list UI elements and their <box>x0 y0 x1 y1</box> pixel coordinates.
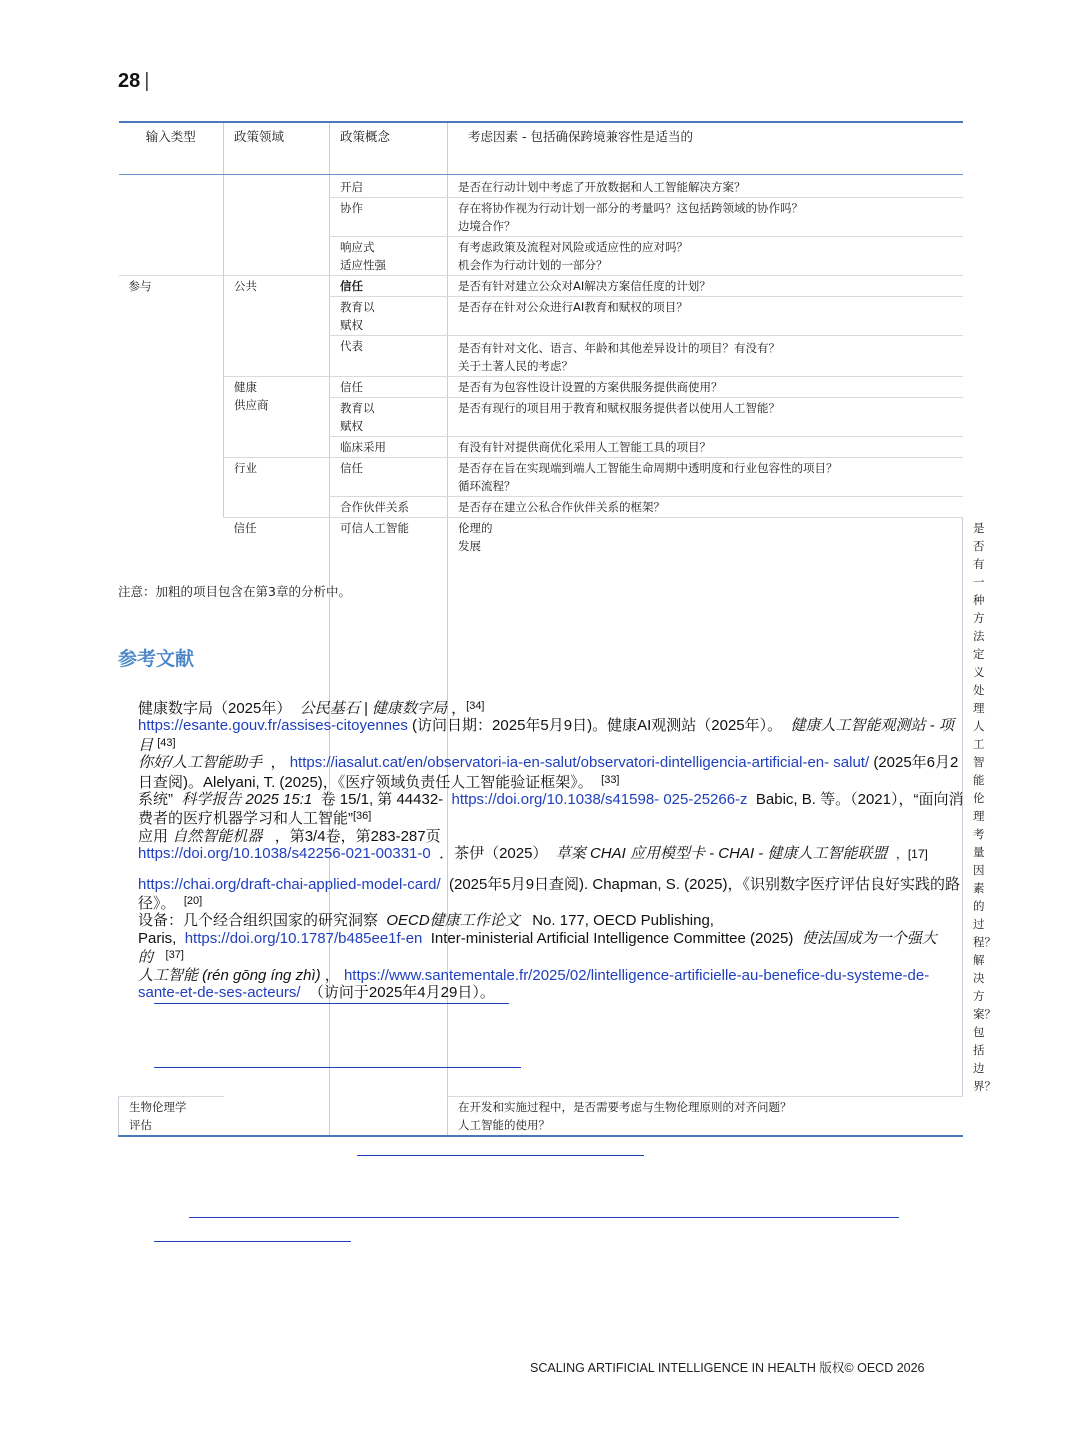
cell-concept: 合作伙伴关系 <box>330 497 448 518</box>
cell-concept: 信任 <box>330 377 448 398</box>
reference-entry <box>138 967 968 1002</box>
table-row: 信任 可信人工智能 伦理的 发展 是否有一种方法定义处理人工智能伦理考量因素的过程？ 解决方案？包括边界？ <box>119 518 963 1097</box>
link-underline <box>154 1241 351 1242</box>
citation-marker: [20] <box>183 895 203 908</box>
table-note: 注意：加粗的项目包含在第3章的分析中。 <box>118 584 351 599</box>
cell-area: 可信人工智能 <box>330 518 448 1136</box>
reference-entry <box>138 717 968 754</box>
ref-title: 人工智能 (rén gōng íng zhì) <box>138 966 321 984</box>
ref-journal: 科学报告 2025 15:1 <box>181 791 313 809</box>
header-input-type: 输入类型 <box>119 122 224 175</box>
page-number-separator: | <box>144 70 150 92</box>
reference-entry <box>138 791 968 828</box>
table-row <box>119 377 963 398</box>
cell-consideration: 有没有针对提供商优化采用人工智能工具的项目？ <box>448 437 963 458</box>
cell-consideration: 是否有针对文化、语言、年龄和其他差异设计的项目？有没有？ 关于土著人民的考虑？ <box>448 336 963 377</box>
link-underline <box>357 1155 644 1156</box>
cell-concept: 临床采用 <box>330 437 448 458</box>
cell-concept: 教育以 赋权 <box>330 398 448 437</box>
cell-consideration: 是否存在建立公私合作伙伴关系的框架？ <box>448 497 963 518</box>
table-row <box>119 458 963 497</box>
references-heading: 参考文献 <box>118 648 195 670</box>
ref-text: 卷 15/1, 第 44432- <box>320 791 444 809</box>
ref-title: 草案 CHAI 应用模型卡 - CHAI - 健康人工智能联盟 <box>555 845 888 863</box>
reference-entry <box>138 698 968 717</box>
cell-concept: 响应式 适应性强 <box>330 237 448 276</box>
cell-consideration: 是否存在针对公众进行AI教育和赋权的项目？ <box>448 297 963 336</box>
reference-link[interactable]: https://iasalut.cat/en/observatori-ia-en-salut/observatori-dintelligencia-artificial-en- salut/ <box>289 754 870 772</box>
ref-text: No. 177, OECD Publishing, Paris, <box>138 912 714 947</box>
citation-marker: [36] <box>353 810 372 823</box>
link-underline <box>154 1067 521 1068</box>
page-number: 28 | <box>118 70 150 92</box>
ref-text: (访问日期：2025年5月9日)。健康AI观测站（2025年）。 <box>412 717 783 735</box>
citation-marker: [34] <box>466 700 485 712</box>
ref-text: Inter-ministerial Artificial Intelligence Committee (2025) <box>430 929 794 947</box>
reference-entry <box>138 754 968 791</box>
ref-title: 健康人工智能观测站 - 项目 <box>138 717 954 754</box>
table-row <box>119 175 963 198</box>
reference-link[interactable]: https://esante.gouv.fr/assises-citoyennes <box>138 717 408 735</box>
header-considerations: 考虑因素 - 包括确保跨境兼容性是适当的 <box>448 122 963 175</box>
ref-title: 你好/人工智能助手 <box>138 754 263 772</box>
ref-text: （访问于2025年4月29日）。 <box>308 984 495 1002</box>
ref-text: ．茶伊（2025） <box>439 845 548 863</box>
link-underline <box>189 1217 899 1218</box>
cell-concept: 代表 <box>330 336 448 377</box>
cell-concept: 生物伦理学 评估 <box>119 1096 224 1136</box>
references-list <box>138 698 968 1002</box>
cell-consideration: 是否存在旨在实现端到端人工智能生命周期中透明度和行业包容性的项目？ 循环流程？ <box>448 458 963 497</box>
ref-journal: 自然智能机器 <box>172 827 263 845</box>
cell-type <box>119 175 224 276</box>
cell-concept: 信任 <box>330 458 448 497</box>
cell-consideration <box>448 198 963 237</box>
cell-area <box>224 175 330 276</box>
ref-text: Babic, B. 等。（2021），“面向消费者的医疗机器学习和人工智能” <box>138 791 964 828</box>
cell-consideration: 是否在行动计划中考虑了开放数据和人工智能解决方案？ <box>448 175 963 198</box>
reference-entry <box>138 876 968 913</box>
ref-title: 公民基石 | 健康数字局 <box>299 700 447 717</box>
reference-link[interactable]: https://chai.org/draft-chai-applied-model-card/ <box>138 875 441 893</box>
table-row <box>119 276 963 297</box>
citation-marker: [43] <box>157 736 176 749</box>
consideration-line-1: 存在将协作视为行动计划一部分的考量吗？这包括跨领域的协作吗？ 边境合作？ <box>458 201 803 233</box>
cell-area: 行业 <box>224 458 330 518</box>
ref-text: (2025年5月9日查阅). Chapman, S. (2025)，《识别数字医疗评估良好实践的路径》。 <box>138 875 960 913</box>
cell-concept: 开启 <box>330 175 448 198</box>
citation-marker: [37] <box>165 949 184 962</box>
cell-type: 信任 <box>224 518 330 1136</box>
reference-entry <box>138 828 968 845</box>
reference-entry <box>138 912 968 966</box>
cell-consideration: 是否有针对建立公众对AI解决方案信任度的计划？ <box>448 276 963 297</box>
cell-concept: 协作 <box>330 198 448 237</box>
ref-text: ，[17] <box>895 847 928 862</box>
ref-text: 系统” <box>138 791 173 809</box>
cell-consideration: 是否有现行的项目用于教育和赋权服务提供者以使用人工智能？ <box>448 398 963 437</box>
reference-entry <box>138 845 968 863</box>
ref-text: 应用 <box>138 827 169 845</box>
citation-marker: [33] <box>601 773 620 786</box>
ref-text: (2025年6月2日查阅)。Alelyani, T. (2025)，《医疗领域负责任人工智能验证框架》。 <box>138 754 959 791</box>
ref-title: 使法国成为一个强大的 <box>138 929 937 967</box>
header-policy-concept: 政策概念 <box>330 122 448 175</box>
cell-concept: 教育以 赋权 <box>330 297 448 336</box>
cell-consideration: 有考虑政策及流程对风险或适应性的应对吗？ 机会作为行动计划的一部分？ <box>448 237 963 276</box>
cell-concept: 信任 <box>330 276 448 297</box>
table-header-row <box>119 122 963 175</box>
ref-text: 设备：几个经合组织国家的研究洞察 <box>138 912 379 930</box>
ref-text: ，第3/4卷，第283-287页 <box>274 827 441 845</box>
reference-link[interactable]: https://doi.org/10.1038/s41598- 025-25266-z <box>451 791 748 809</box>
page-footer: SCALING ARTIFICIAL INTELLIGENCE IN HEALTH 版权© OECD 2026 <box>530 1361 925 1375</box>
cell-consideration: 是否有为包容性设计设置的方案供服务提供商使用？ <box>448 377 963 398</box>
reference-link[interactable]: https://doi.org/10.1038/s42256-021-00331-0 <box>138 845 431 863</box>
cell-consideration: 在开发和实施过程中，是否需要考虑与生物伦理原则的对齐问题？ 人工智能的使用？ <box>448 1096 963 1136</box>
ref-journal: OECD健康工作论文 <box>386 912 520 930</box>
cell-area: 公共 <box>224 276 330 377</box>
ref-text: ， <box>324 966 340 984</box>
reference-link[interactable]: https://www.santementale.fr/2025/02/lintelligence-artificielle-au-benefice-du-systeme-de- sante-et-de-ses-acteurs/ <box>138 966 930 1002</box>
ref-text: 健康数字局（2025年） <box>138 700 292 717</box>
ref-text: ， <box>451 700 467 717</box>
ref-text: ， <box>270 754 286 772</box>
link-underline <box>154 1003 509 1004</box>
cell-area: 健康 供应商 <box>224 377 330 458</box>
cell-type: 参与 <box>119 276 224 1097</box>
header-policy-area: 政策领域 <box>224 122 330 175</box>
reference-link[interactable]: https://doi.org/10.1787/b485ee1f-en <box>184 929 423 947</box>
cell-concept: 伦理的 发展 <box>448 518 963 1097</box>
